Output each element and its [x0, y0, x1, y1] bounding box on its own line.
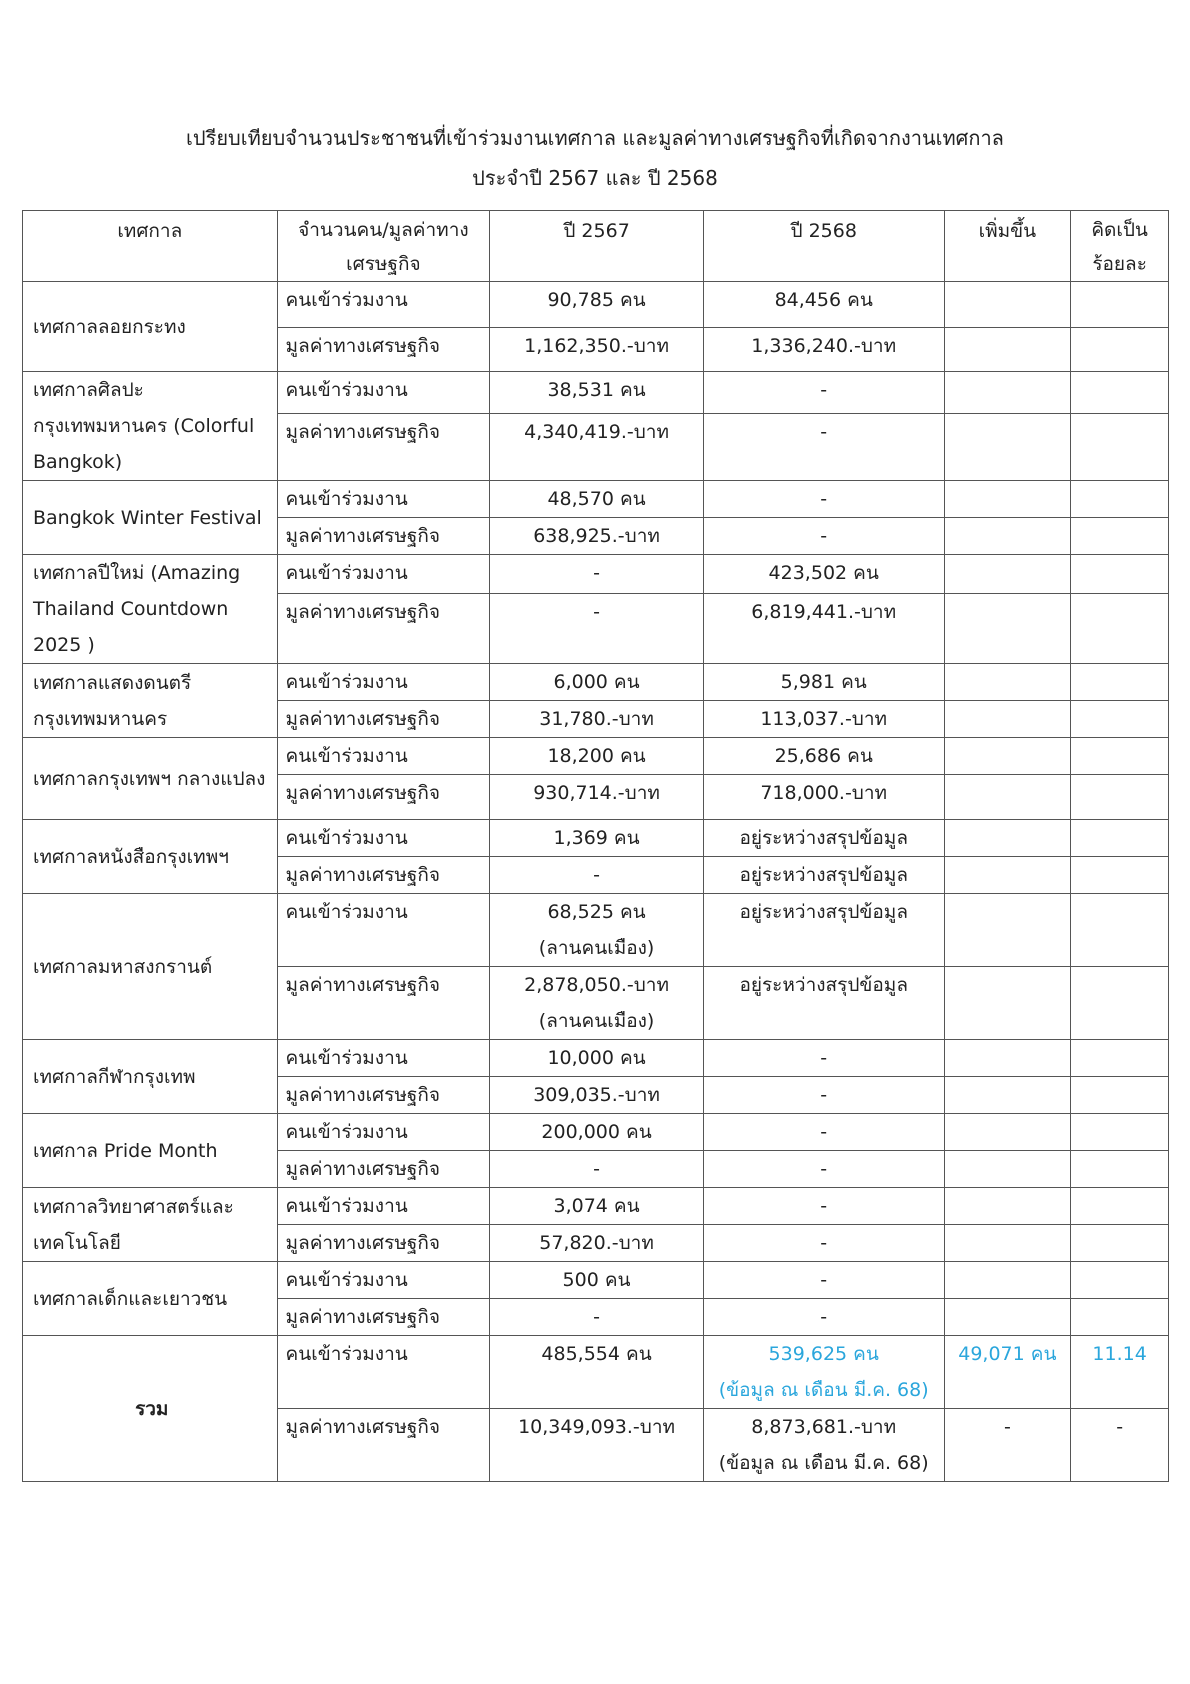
total-attendees-2568-note: (ข้อมูล ณ เดือน มี.ค. 68): [718, 1379, 929, 1401]
attendees-2567: [490, 894, 704, 967]
attendees-percent: [1071, 481, 1169, 518]
economic-2568: [703, 775, 944, 820]
total-economic-2568-note: (ข้อมูล ณ เดือน มี.ค. 68): [718, 1452, 929, 1474]
economic-percent: [1071, 775, 1169, 820]
metric-economic-value: มูลค่าทางเศรษฐกิจ: [285, 708, 440, 730]
economic-2567-value: -: [593, 1158, 600, 1180]
metric-attendees: [277, 1114, 490, 1151]
metric-attendees-value: คนเข้าร่วมงาน: [285, 901, 408, 923]
total-economic-percent-value: -: [1116, 1416, 1124, 1438]
festival-name: [23, 282, 278, 372]
metric-economic: [277, 1151, 490, 1188]
economic-2568-value: -: [820, 1232, 828, 1254]
attendees-2567-value: 90,785 คน: [547, 289, 646, 311]
festival-name: [23, 894, 278, 1040]
table-row: [23, 820, 1169, 857]
metric-economic: [277, 518, 490, 555]
attendees-2568: [703, 1188, 944, 1225]
metric-attendees: [277, 664, 490, 701]
economic-2568-value: 113,037.-บาท: [760, 708, 888, 730]
attendees-percent: [1071, 664, 1169, 701]
metric-economic: [277, 414, 490, 481]
attendees-2567-value: -: [593, 562, 600, 584]
metric-attendees: [277, 1040, 490, 1077]
economic-increase: [944, 775, 1071, 820]
economic-2568-value: -: [820, 1158, 828, 1180]
metric-economic-value: มูลค่าทางเศรษฐกิจ: [285, 1232, 440, 1254]
table-row: [23, 372, 1169, 414]
total-row-attendees: [23, 1336, 1169, 1409]
metric-attendees-value: คนเข้าร่วมงาน: [285, 745, 408, 767]
attendees-2568: [703, 1262, 944, 1299]
total-economic-percent: [1071, 1409, 1169, 1482]
attendees-2568-value: -: [820, 379, 828, 401]
festival-name-value: เทศกาลกรุงเทพฯ กลางแปลง: [33, 767, 266, 790]
economic-2567: [490, 414, 704, 481]
metric-economic: [277, 593, 490, 663]
total-attendees-increase: [944, 1336, 1071, 1409]
festival-name: [23, 372, 278, 481]
metric-economic: [277, 1077, 490, 1114]
attendees-increase: [944, 1188, 1071, 1225]
metric-attendees: [277, 738, 490, 775]
economic-2568-value: -: [820, 525, 828, 547]
attendees-2567-value: 38,531 คน: [547, 379, 646, 401]
economic-2567: [490, 701, 704, 738]
attendees-percent: [1071, 372, 1169, 414]
attendees-2567: [490, 664, 704, 701]
total-economic-increase: [944, 1409, 1071, 1482]
festival-name-value: เทศกาลวิทยาศาสตร์และเทคโนโลยี: [33, 1195, 234, 1254]
attendees-2568-value: -: [820, 1269, 828, 1291]
festival-name-value: เทศกาล Pride Month: [33, 1139, 218, 1162]
metric-attendees-value: คนเข้าร่วมงาน: [285, 289, 408, 311]
festival-name: [23, 1114, 278, 1188]
header-row: [23, 211, 1169, 282]
economic-2568: [703, 1077, 944, 1114]
economic-2567-value: 638,925.-บาท: [533, 525, 660, 547]
economic-2568: [703, 967, 944, 1040]
attendees-percent: [1071, 894, 1169, 967]
table-row: [23, 1262, 1169, 1299]
table-row: [23, 555, 1169, 594]
metric-attendees-value: คนเข้าร่วมงาน: [285, 1195, 408, 1217]
economic-increase: [944, 857, 1071, 894]
economic-2567: [490, 857, 704, 894]
total-economic-2567: [490, 1409, 704, 1482]
attendees-2568-value: -: [820, 488, 828, 510]
festival-name: [23, 738, 278, 820]
metric-economic: [277, 701, 490, 738]
economic-2567-value: 57,820.-บาท: [539, 1232, 654, 1254]
header-festival: เทศกาล: [23, 211, 278, 282]
economic-2567-note: (ลานคนเมือง): [538, 1010, 655, 1032]
economic-2568: [703, 328, 944, 372]
metric-economic-value: มูลค่าทางเศรษฐกิจ: [285, 421, 440, 444]
attendees-percent: [1071, 555, 1169, 594]
economic-2568-value: อยู่ระหว่างสรุปข้อมูล: [739, 974, 908, 996]
metric-attendees-value: คนเข้าร่วมงาน: [285, 827, 408, 849]
economic-2567-value: -: [593, 600, 600, 623]
header-percent: คิดเป็น ร้อยละ: [1071, 211, 1169, 282]
attendees-increase: [944, 1262, 1071, 1299]
metric-economic: [277, 1225, 490, 1262]
attendees-2568-value: 423,502 คน: [768, 562, 879, 584]
metric-economic: [277, 967, 490, 1040]
table-row: [23, 481, 1169, 518]
title-block: [0, 118, 1190, 198]
total-attendees-percent: [1071, 1336, 1169, 1409]
economic-2567: [490, 1151, 704, 1188]
metric-attendees-value: คนเข้าร่วมงาน: [285, 488, 408, 510]
economic-increase: [944, 1077, 1071, 1114]
metric-economic: [277, 1299, 490, 1336]
total-label-value: รวม: [135, 1397, 169, 1420]
metric-attendees: [277, 372, 490, 414]
header-increase: เพิ่มขึ้น: [944, 211, 1071, 282]
attendees-2567: [490, 481, 704, 518]
economic-2567-value: 2,878,050.-บาท: [524, 974, 669, 996]
attendees-2567-value: 10,000 คน: [547, 1047, 646, 1069]
metric-attendees-value: คนเข้าร่วมงาน: [285, 1269, 408, 1291]
economic-2568-value: 6,819,441.-บาท: [751, 600, 897, 623]
total-economic-2568-value: 8,873,681.-บาท: [751, 1416, 897, 1438]
attendees-increase: [944, 820, 1071, 857]
economic-2568-value: -: [820, 1084, 828, 1106]
festival-name: [23, 820, 278, 894]
attendees-2568: [703, 372, 944, 414]
economic-2567-value: -: [593, 1306, 600, 1328]
economic-increase: [944, 701, 1071, 738]
total-metric-economic: [277, 1409, 490, 1482]
header-year-2567: ปี 2567: [490, 211, 704, 282]
attendees-percent: [1071, 1188, 1169, 1225]
attendees-2567-value: 200,000 คน: [541, 1121, 652, 1143]
attendees-2567: [490, 282, 704, 328]
attendees-2568-value: -: [820, 1195, 828, 1217]
attendees-2568-value: -: [820, 1121, 828, 1143]
economic-2568-value: -: [820, 421, 828, 444]
table-body: [23, 282, 1169, 1482]
total-metric-economic-value: มูลค่าทางเศรษฐกิจ: [285, 1416, 440, 1438]
economic-2567: [490, 1077, 704, 1114]
table-row: [23, 894, 1169, 967]
attendees-2567: [490, 1262, 704, 1299]
economic-2567-value: 309,035.-บาท: [533, 1084, 660, 1106]
attendees-2568: [703, 1040, 944, 1077]
economic-2568: [703, 857, 944, 894]
attendees-increase: [944, 1114, 1071, 1151]
total-metric-attendees: [277, 1336, 490, 1409]
metric-attendees-value: คนเข้าร่วมงาน: [285, 1121, 408, 1143]
festival-name-value: เทศกาลลอยกระทง: [33, 315, 186, 338]
festival-name: [23, 555, 278, 664]
attendees-2568-value: อยู่ระหว่างสรุปข้อมูล: [739, 827, 908, 849]
economic-2568: [703, 518, 944, 555]
attendees-2567-value: 1,369 คน: [553, 827, 640, 849]
attendees-2567-value: 500 คน: [562, 1269, 631, 1291]
economic-percent: [1071, 328, 1169, 372]
economic-increase: [944, 1299, 1071, 1336]
attendees-2567-note: (ลานคนเมือง): [538, 937, 655, 959]
attendees-2568: [703, 894, 944, 967]
metric-attendees-value: คนเข้าร่วมงาน: [285, 379, 408, 401]
economic-increase: [944, 593, 1071, 663]
table-row: [23, 1188, 1169, 1225]
economic-percent: [1071, 414, 1169, 481]
attendees-2568: [703, 738, 944, 775]
economic-percent: [1071, 593, 1169, 663]
economic-increase: [944, 328, 1071, 372]
festival-name: [23, 1040, 278, 1114]
attendees-percent: [1071, 738, 1169, 775]
metric-attendees: [277, 555, 490, 594]
economic-increase: [944, 1151, 1071, 1188]
table-row: [23, 1040, 1169, 1077]
attendees-2568: [703, 820, 944, 857]
festival-name: [23, 1188, 278, 1262]
attendees-2567: [490, 1114, 704, 1151]
table-row: [23, 738, 1169, 775]
total-attendees-2567: [490, 1336, 704, 1409]
attendees-increase: [944, 481, 1071, 518]
attendees-2567: [490, 555, 704, 594]
economic-2568-value: -: [820, 1306, 828, 1328]
festival-name-value: เทศกาลศิลปะกรุงเทพมหานคร (Colorful Bangkok): [33, 379, 255, 473]
attendees-2568: [703, 664, 944, 701]
festival-name-value: Bangkok Winter Festival: [33, 506, 262, 529]
attendees-increase: [944, 372, 1071, 414]
attendees-2567: [490, 1188, 704, 1225]
table-row: [23, 664, 1169, 701]
total-economic-2567-value: 10,349,093.-บาท: [518, 1416, 676, 1438]
economic-2568: [703, 1225, 944, 1262]
metric-economic-value: มูลค่าทางเศรษฐกิจ: [285, 782, 440, 804]
economic-2567-value: 930,714.-บาท: [533, 782, 660, 804]
table-row: [23, 282, 1169, 328]
attendees-2567: [490, 738, 704, 775]
economic-2567: [490, 328, 704, 372]
metric-economic-value: มูลค่าทางเศรษฐกิจ: [285, 525, 440, 547]
economic-2567: [490, 1299, 704, 1336]
festival-name-value: เทศกาลแสดงดนตรีกรุงเทพมหานคร: [33, 671, 192, 730]
attendees-2568: [703, 555, 944, 594]
attendees-increase: [944, 555, 1071, 594]
metric-attendees: [277, 1188, 490, 1225]
attendees-2567: [490, 1040, 704, 1077]
economic-2568: [703, 414, 944, 481]
metric-economic: [277, 328, 490, 372]
header-metric: จำนวนคน/มูลค่าทาง เศรษฐกิจ: [277, 211, 490, 282]
economic-2568: [703, 1299, 944, 1336]
attendees-2568-value: 84,456 คน: [774, 289, 873, 311]
festival-name-value: เทศกาลเด็กและเยาวชน: [33, 1287, 228, 1310]
festival-name-value: เทศกาลมหาสงกรานต์: [33, 955, 213, 978]
attendees-percent: [1071, 820, 1169, 857]
table-row: [23, 1114, 1169, 1151]
attendees-2567-value: 3,074 คน: [553, 1195, 640, 1217]
metric-attendees-value: คนเข้าร่วมงาน: [285, 671, 408, 693]
metric-economic-value: มูลค่าทางเศรษฐกิจ: [285, 1158, 440, 1180]
economic-increase: [944, 967, 1071, 1040]
economic-2567: [490, 775, 704, 820]
attendees-2567-value: 18,200 คน: [547, 745, 646, 767]
metric-attendees: [277, 1262, 490, 1299]
metric-economic-value: มูลค่าทางเศรษฐกิจ: [285, 1084, 440, 1106]
economic-percent: [1071, 1299, 1169, 1336]
attendees-2568-value: 5,981 คน: [780, 671, 867, 693]
metric-attendees: [277, 894, 490, 967]
metric-economic-value: มูลค่าทางเศรษฐกิจ: [285, 864, 440, 886]
metric-economic: [277, 775, 490, 820]
metric-attendees: [277, 820, 490, 857]
attendees-2568-value: อยู่ระหว่างสรุปข้อมูล: [739, 901, 908, 923]
attendees-2567-value: 48,570 คน: [547, 488, 646, 510]
total-economic-2568: [703, 1409, 944, 1482]
economic-increase: [944, 1225, 1071, 1262]
attendees-percent: [1071, 1262, 1169, 1299]
total-attendees-percent-value: 11.14: [1092, 1343, 1147, 1365]
economic-percent: [1071, 701, 1169, 738]
economic-2567-value: 31,780.-บาท: [539, 708, 654, 730]
economic-2568: [703, 701, 944, 738]
attendees-increase: [944, 664, 1071, 701]
economic-2568: [703, 1151, 944, 1188]
attendees-2567: [490, 372, 704, 414]
festival-name: [23, 1262, 278, 1336]
total-attendees-2568-value: 539,625 คน: [768, 1343, 879, 1365]
economic-percent: [1071, 857, 1169, 894]
total-metric-attendees-value: คนเข้าร่วมงาน: [285, 1343, 408, 1365]
festival-name: [23, 481, 278, 555]
metric-economic-value: มูลค่าทางเศรษฐกิจ: [285, 335, 440, 357]
attendees-2567: [490, 820, 704, 857]
economic-2567-value: -: [593, 864, 600, 886]
economic-percent: [1071, 1151, 1169, 1188]
attendees-increase: [944, 738, 1071, 775]
attendees-percent: [1071, 282, 1169, 328]
metric-economic: [277, 857, 490, 894]
header-year-2568: ปี 2568: [703, 211, 944, 282]
total-attendees-2567-value: 485,554 คน: [541, 1343, 652, 1365]
attendees-2568: [703, 481, 944, 518]
economic-2568: [703, 593, 944, 663]
metric-economic-value: มูลค่าทางเศรษฐกิจ: [285, 600, 440, 623]
economic-2567-value: 1,162,350.-บาท: [524, 335, 669, 357]
economic-increase: [944, 518, 1071, 555]
metric-economic-value: มูลค่าทางเศรษฐกิจ: [285, 1306, 440, 1328]
festival-name: [23, 664, 278, 738]
economic-percent: [1071, 1077, 1169, 1114]
attendees-2568: [703, 282, 944, 328]
attendees-2567-value: 68,525 คน: [547, 901, 646, 923]
economic-percent: [1071, 1225, 1169, 1262]
total-label: [23, 1336, 278, 1482]
document-subtitle: ประจำปี 2567 และ ปี 2568: [472, 166, 718, 190]
attendees-2568-value: -: [820, 1047, 828, 1069]
total-economic-increase-value: -: [1003, 1416, 1011, 1438]
metric-attendees-value: คนเข้าร่วมงาน: [285, 1047, 408, 1069]
attendees-increase: [944, 1040, 1071, 1077]
economic-2567-value: 4,340,419.-บาท: [524, 421, 669, 444]
attendees-increase: [944, 894, 1071, 967]
attendees-2568: [703, 1114, 944, 1151]
total-attendees-increase-value: 49,071 คน: [958, 1343, 1057, 1365]
economic-2568-value: อยู่ระหว่างสรุปข้อมูล: [739, 864, 908, 886]
economic-2567: [490, 1225, 704, 1262]
economic-2567: [490, 518, 704, 555]
metric-attendees-value: คนเข้าร่วมงาน: [285, 562, 408, 584]
festival-name-value: เทศกาลปีใหม่ (Amazing Thailand Countdown 2025 ): [33, 562, 241, 656]
attendees-2567-value: 6,000 คน: [553, 671, 640, 693]
attendees-percent: [1071, 1114, 1169, 1151]
attendees-increase: [944, 282, 1071, 328]
document-title: เปรียบเทียบจำนวนประชาชนที่เข้าร่วมงานเทศกาล และมูลค่าทางเศรษฐกิจที่เกิดจากงานเทศกาล: [186, 126, 1004, 150]
economic-percent: [1071, 967, 1169, 1040]
metric-economic-value: มูลค่าทางเศรษฐกิจ: [285, 974, 440, 996]
attendees-percent: [1071, 1040, 1169, 1077]
festival-name-value: เทศกาลกีฬากรุงเทพ: [33, 1065, 196, 1088]
metric-attendees: [277, 282, 490, 328]
metric-attendees: [277, 481, 490, 518]
economic-percent: [1071, 518, 1169, 555]
economic-increase: [944, 414, 1071, 481]
total-attendees-2568: [703, 1336, 944, 1409]
economic-2567: [490, 967, 704, 1040]
economic-2568-value: 718,000.-บาท: [760, 782, 888, 804]
economic-2568-value: 1,336,240.-บาท: [751, 335, 897, 357]
festival-comparison-table: [22, 210, 1169, 1482]
festival-name-value: เทศกาลหนังสือกรุงเทพฯ: [33, 845, 229, 868]
attendees-2568-value: 25,686 คน: [774, 745, 873, 767]
economic-2567: [490, 593, 704, 663]
